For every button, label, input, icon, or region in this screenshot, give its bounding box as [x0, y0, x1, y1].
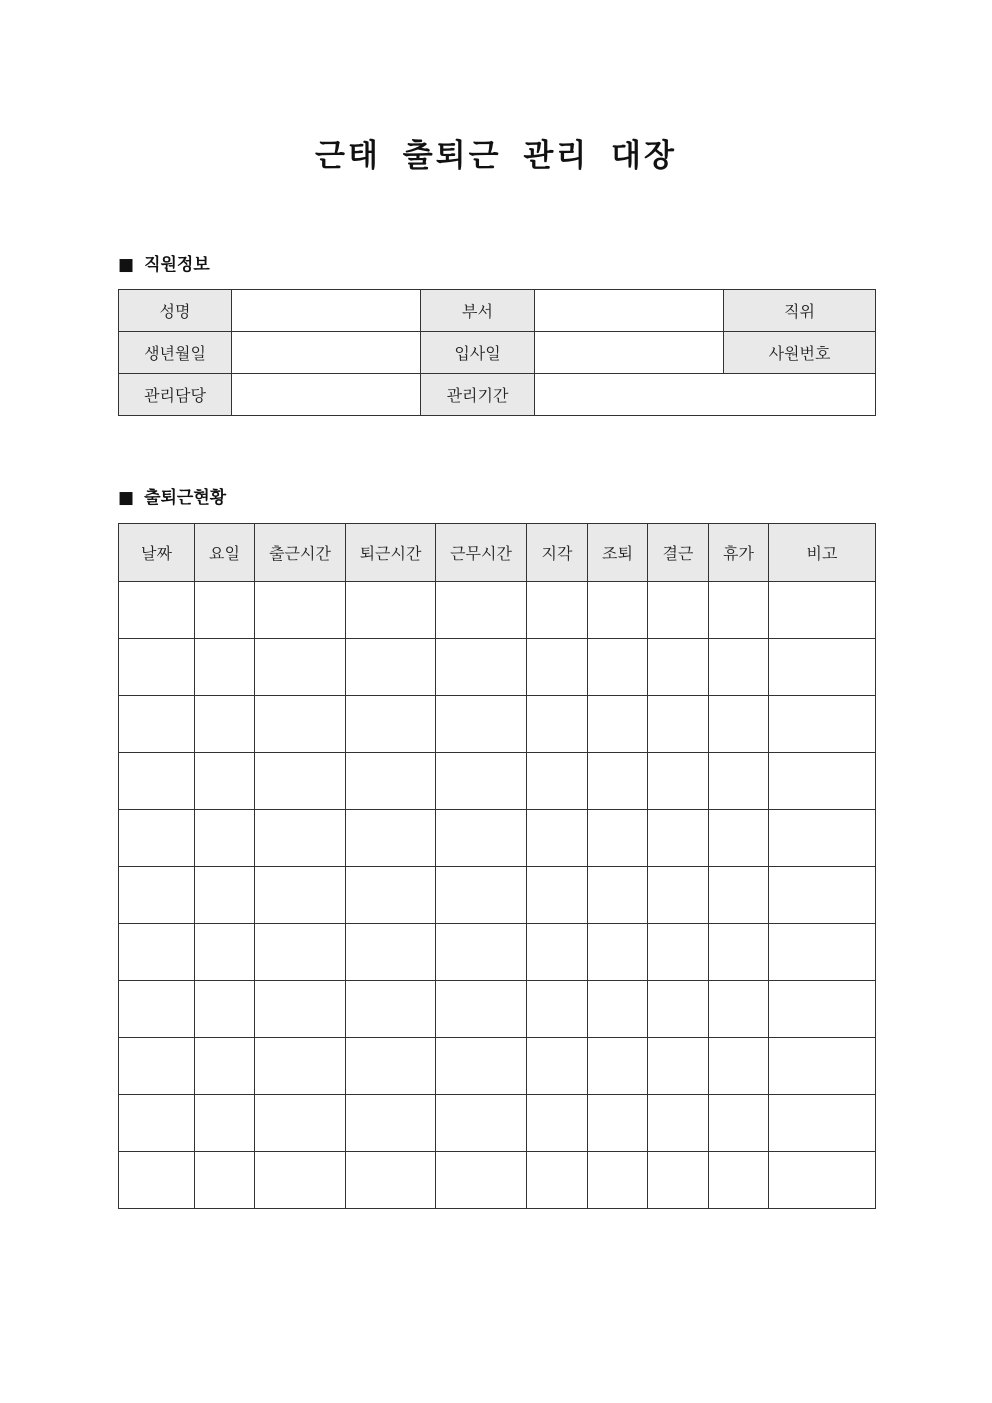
department-field[interactable] — [535, 290, 724, 332]
table-row — [119, 582, 876, 639]
attendance-cell[interactable] — [588, 1038, 648, 1095]
attendance-cell[interactable] — [588, 981, 648, 1038]
attendance-cell[interactable] — [346, 924, 436, 981]
attendance-cell[interactable] — [648, 639, 709, 696]
birthdate-field[interactable] — [232, 332, 421, 374]
table-row — [119, 332, 876, 374]
attendance-cell[interactable] — [709, 924, 769, 981]
attendance-cell[interactable] — [346, 753, 436, 810]
attendance-cell[interactable] — [436, 696, 527, 753]
attendance-cell[interactable] — [436, 639, 527, 696]
column-header-date: 날짜 — [119, 524, 195, 582]
square-bullet-icon: ■ — [118, 255, 135, 275]
attendance-cell[interactable] — [195, 753, 255, 810]
department-label: 부서 — [421, 290, 535, 332]
attendance-cell[interactable] — [709, 1152, 769, 1209]
attendance-cell[interactable] — [648, 981, 709, 1038]
attendance-cell[interactable] — [709, 582, 769, 639]
attendance-cell[interactable] — [769, 924, 876, 981]
attendance-cell[interactable] — [709, 981, 769, 1038]
attendance-cell[interactable] — [648, 582, 709, 639]
attendance-cell[interactable] — [769, 696, 876, 753]
attendance-cell[interactable] — [436, 1038, 527, 1095]
attendance-cell[interactable] — [588, 639, 648, 696]
attendance-cell[interactable] — [436, 582, 527, 639]
attendance-cell[interactable] — [195, 924, 255, 981]
attendance-cell[interactable] — [436, 1095, 527, 1152]
column-header-work-hours: 근무시간 — [436, 524, 527, 582]
attendance-cell[interactable] — [255, 1095, 346, 1152]
table-row — [119, 924, 876, 981]
attendance-cell[interactable] — [436, 1152, 527, 1209]
attendance-cell[interactable] — [527, 639, 588, 696]
attendance-cell[interactable] — [255, 639, 346, 696]
attendance-cell[interactable] — [119, 696, 195, 753]
table-row — [119, 696, 876, 753]
attendance-cell[interactable] — [588, 867, 648, 924]
attendance-cell[interactable] — [195, 1095, 255, 1152]
attendance-cell[interactable] — [588, 696, 648, 753]
table-row — [119, 981, 876, 1038]
attendance-cell[interactable] — [195, 582, 255, 639]
column-header-early-leave: 조퇴 — [588, 524, 648, 582]
employee-number-label: 사원번호 — [724, 332, 876, 374]
attendance-cell[interactable] — [346, 1038, 436, 1095]
attendance-cell[interactable] — [195, 867, 255, 924]
column-header-remarks: 비고 — [769, 524, 876, 582]
attendance-cell[interactable] — [255, 1152, 346, 1209]
attendance-cell[interactable] — [436, 867, 527, 924]
management-period-label: 관리기간 — [421, 374, 535, 416]
attendance-cell[interactable] — [436, 981, 527, 1038]
attendance-cell[interactable] — [346, 1152, 436, 1209]
manager-field[interactable] — [232, 374, 421, 416]
attendance-cell[interactable] — [769, 753, 876, 810]
attendance-cell[interactable] — [255, 924, 346, 981]
column-header-clock-in: 출근시간 — [255, 524, 346, 582]
birthdate-label: 생년월일 — [119, 332, 232, 374]
column-header-vacation: 휴가 — [709, 524, 769, 582]
attendance-cell[interactable] — [527, 810, 588, 867]
attendance-cell[interactable] — [648, 1095, 709, 1152]
attendance-cell[interactable] — [119, 1152, 195, 1209]
attendance-cell[interactable] — [436, 924, 527, 981]
square-bullet-icon: ■ — [118, 488, 135, 508]
attendance-cell[interactable] — [769, 639, 876, 696]
attendance-cell[interactable] — [255, 810, 346, 867]
attendance-cell[interactable] — [527, 1038, 588, 1095]
attendance-body — [119, 582, 876, 1209]
table-row — [119, 753, 876, 810]
attendance-cell[interactable] — [648, 1152, 709, 1209]
attendance-cell[interactable] — [195, 1152, 255, 1209]
column-header-late: 지각 — [527, 524, 588, 582]
attendance-cell[interactable] — [527, 924, 588, 981]
attendance-cell[interactable] — [255, 582, 346, 639]
attendance-cell[interactable] — [588, 1152, 648, 1209]
employee-info-heading-label: 직원정보 — [144, 255, 210, 275]
column-header-clock-out: 퇴근시간 — [346, 524, 436, 582]
attendance-heading — [118, 486, 226, 510]
attendance-cell[interactable] — [648, 753, 709, 810]
attendance-cell[interactable] — [588, 582, 648, 639]
hire-date-field[interactable] — [535, 332, 724, 374]
name-field[interactable] — [232, 290, 421, 332]
manager-label: 관리담당 — [119, 374, 232, 416]
attendance-heading-label: 출퇴근현황 — [144, 488, 227, 508]
attendance-cell[interactable] — [527, 582, 588, 639]
attendance-cell[interactable] — [527, 981, 588, 1038]
table-row — [119, 1095, 876, 1152]
attendance-cell[interactable] — [346, 867, 436, 924]
attendance-cell[interactable] — [119, 582, 195, 639]
attendance-cell[interactable] — [769, 582, 876, 639]
attendance-cell[interactable] — [588, 753, 648, 810]
employee-info-table — [118, 289, 876, 416]
attendance-cell[interactable] — [648, 696, 709, 753]
attendance-cell[interactable] — [119, 810, 195, 867]
attendance-cell[interactable] — [255, 867, 346, 924]
attendance-cell[interactable] — [255, 1038, 346, 1095]
attendance-cell[interactable] — [436, 753, 527, 810]
attendance-cell[interactable] — [255, 981, 346, 1038]
attendance-cell[interactable] — [709, 696, 769, 753]
table-row — [119, 639, 876, 696]
attendance-header-row — [119, 524, 876, 582]
attendance-cell[interactable] — [769, 1095, 876, 1152]
attendance-cell[interactable] — [769, 867, 876, 924]
attendance-cell[interactable] — [195, 696, 255, 753]
attendance-cell[interactable] — [346, 582, 436, 639]
attendance-cell[interactable] — [255, 696, 346, 753]
attendance-cell[interactable] — [346, 810, 436, 867]
name-label: 성명 — [119, 290, 232, 332]
attendance-cell[interactable] — [648, 867, 709, 924]
attendance-cell[interactable] — [346, 639, 436, 696]
attendance-cell[interactable] — [119, 924, 195, 981]
position-label: 직위 — [724, 290, 876, 332]
attendance-cell[interactable] — [527, 1095, 588, 1152]
table-row — [119, 374, 876, 416]
attendance-cell[interactable] — [769, 1038, 876, 1095]
attendance-cell[interactable] — [119, 867, 195, 924]
hire-date-label: 입사일 — [421, 332, 535, 374]
attendance-cell[interactable] — [588, 1095, 648, 1152]
attendance-cell[interactable] — [119, 1038, 195, 1095]
attendance-cell[interactable] — [769, 981, 876, 1038]
attendance-table — [118, 523, 876, 1209]
attendance-cell[interactable] — [119, 639, 195, 696]
attendance-cell[interactable] — [527, 1152, 588, 1209]
attendance-cell[interactable] — [709, 810, 769, 867]
employee-info-heading — [118, 253, 210, 277]
attendance-cell[interactable] — [648, 810, 709, 867]
page-title: 근태 출퇴근 관리 대장 — [315, 138, 677, 174]
attendance-cell[interactable] — [195, 1038, 255, 1095]
attendance-cell[interactable] — [709, 639, 769, 696]
attendance-cell[interactable] — [255, 753, 346, 810]
attendance-cell[interactable] — [648, 924, 709, 981]
attendance-cell[interactable] — [436, 810, 527, 867]
attendance-cell[interactable] — [346, 981, 436, 1038]
attendance-cell[interactable] — [709, 753, 769, 810]
attendance-cell[interactable] — [769, 1152, 876, 1209]
attendance-cell[interactable] — [709, 867, 769, 924]
attendance-cell[interactable] — [527, 696, 588, 753]
attendance-cell[interactable] — [119, 753, 195, 810]
attendance-cell[interactable] — [527, 867, 588, 924]
attendance-cell[interactable] — [648, 1038, 709, 1095]
column-header-weekday: 요일 — [195, 524, 255, 582]
attendance-cell[interactable] — [709, 1095, 769, 1152]
table-row — [119, 1038, 876, 1095]
management-period-field[interactable] — [535, 374, 876, 416]
attendance-cell[interactable] — [195, 981, 255, 1038]
attendance-cell[interactable] — [588, 924, 648, 981]
attendance-cell[interactable] — [346, 1095, 436, 1152]
attendance-cell[interactable] — [195, 639, 255, 696]
table-row — [119, 810, 876, 867]
attendance-cell[interactable] — [119, 1095, 195, 1152]
column-header-absence: 결근 — [648, 524, 709, 582]
attendance-cell[interactable] — [769, 810, 876, 867]
table-row — [119, 1152, 876, 1209]
attendance-cell[interactable] — [588, 810, 648, 867]
table-row — [119, 290, 876, 332]
table-row — [119, 867, 876, 924]
attendance-cell[interactable] — [195, 810, 255, 867]
attendance-cell[interactable] — [346, 696, 436, 753]
attendance-cell[interactable] — [527, 753, 588, 810]
attendance-cell[interactable] — [119, 981, 195, 1038]
attendance-cell[interactable] — [709, 1038, 769, 1095]
